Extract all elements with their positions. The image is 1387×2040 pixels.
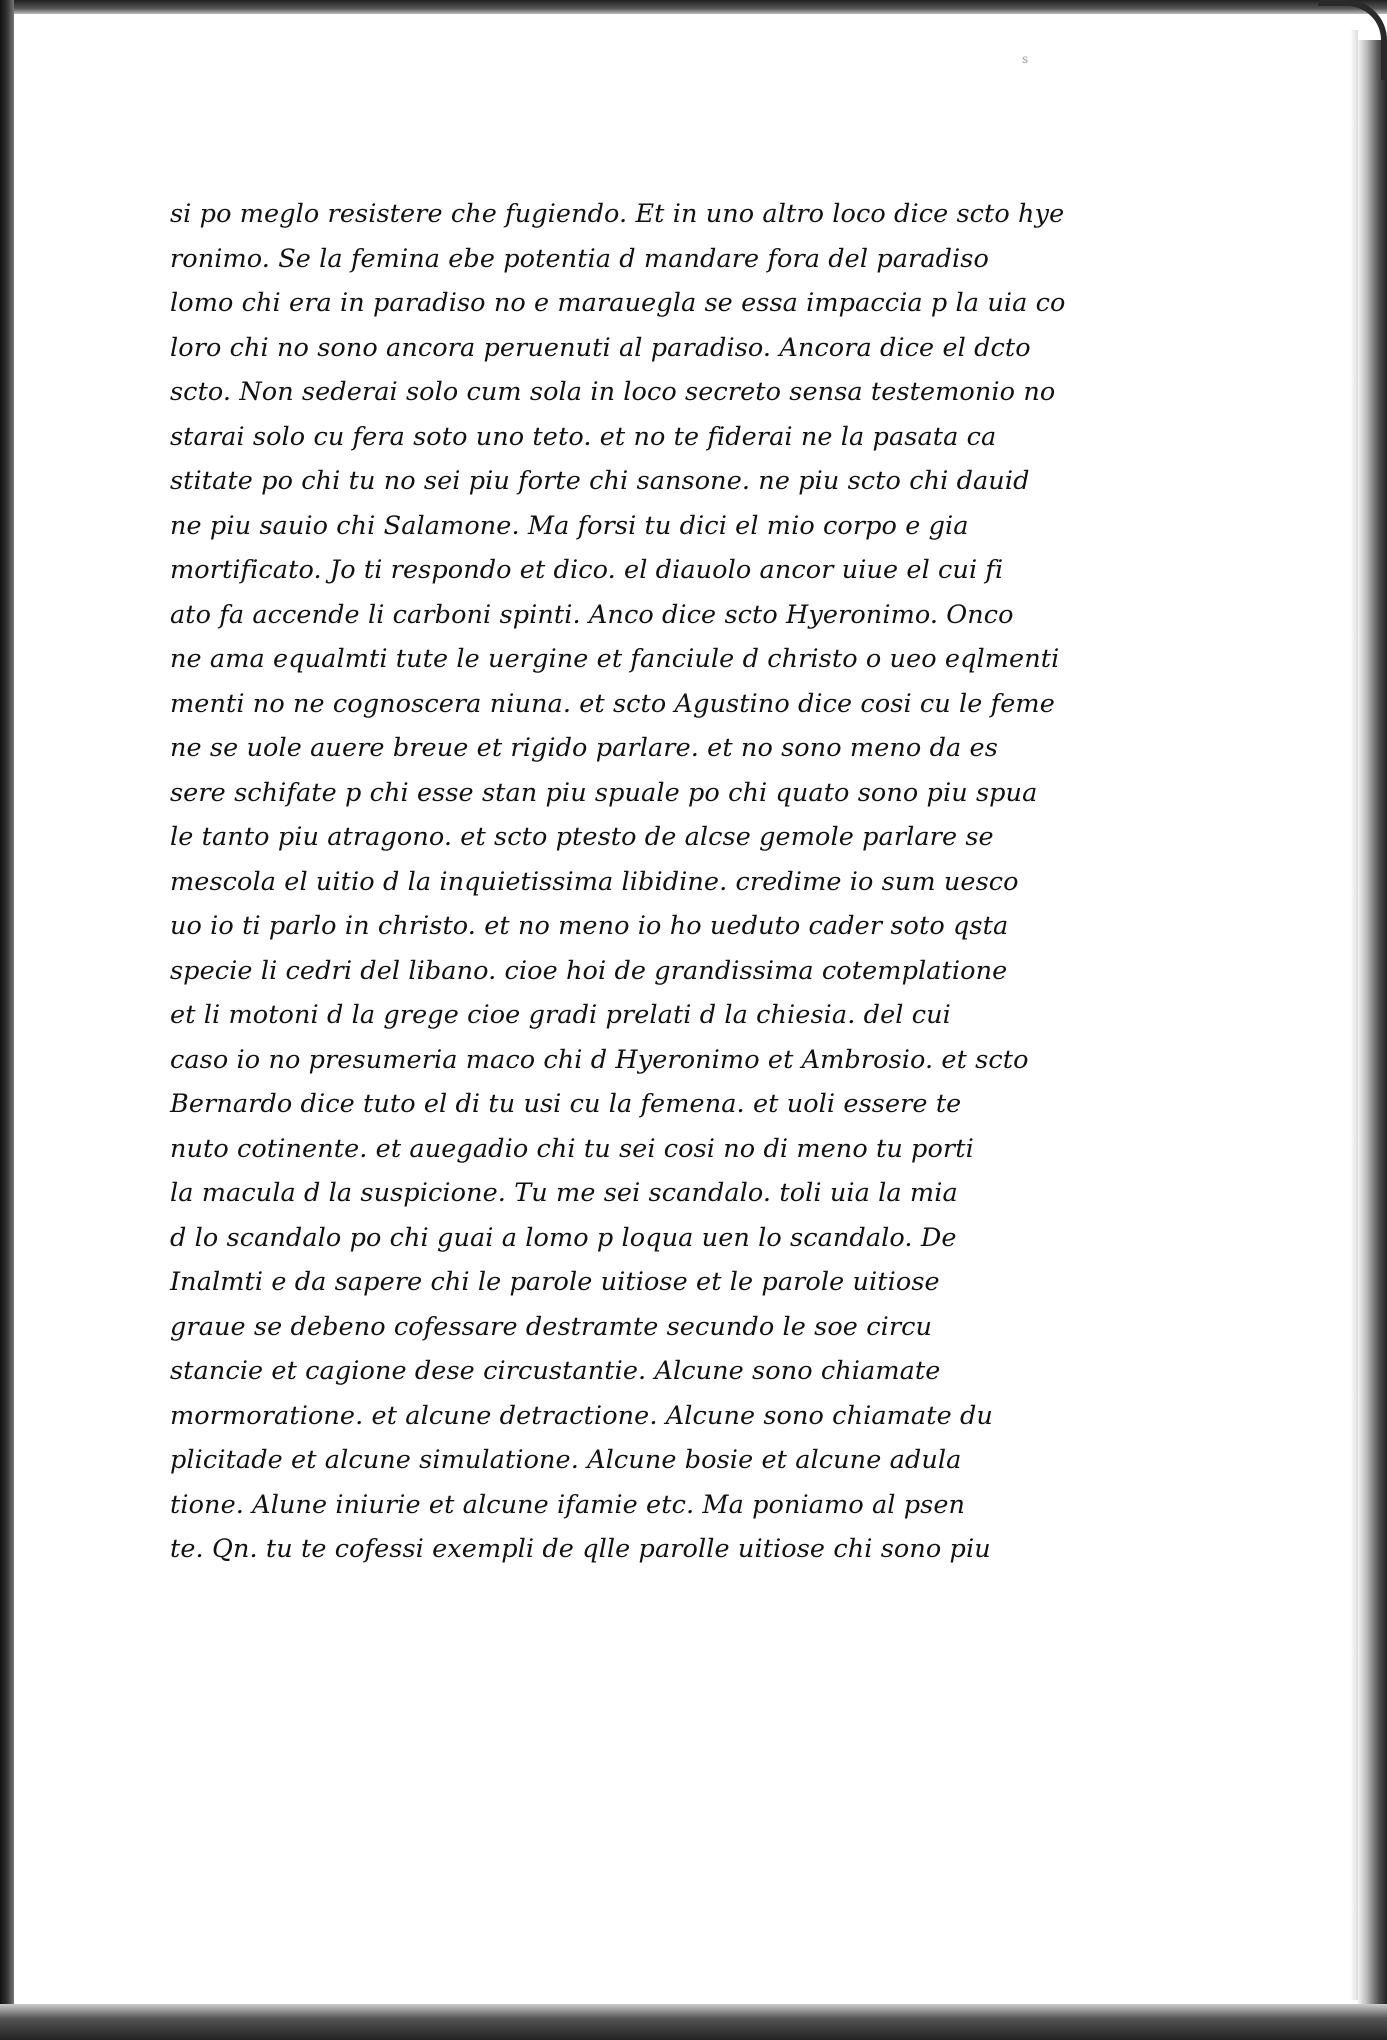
text-line: la macula d la suspicione. Tu me sei scandalo. toli uia la mia: [170, 1178, 958, 1208]
text-line: ronimo. Se la femina ebe potentia d mandare fora del paradiso: [170, 243, 989, 274]
page-fold: [1350, 30, 1358, 2000]
text-line: mescola el uitio d la inquietissima libidine. credime io sum uesco: [170, 866, 1019, 897]
text-line: mormoratione. et alcune detractione. Alcune sono chiamate du: [170, 1400, 993, 1431]
text-line: ato fa accende li carboni spinti. Anco dice scto Hyeronimo. Onco: [170, 599, 1014, 630]
manuscript-text: [170, 192, 1070, 1572]
text-line: tione. Alune iniurie et alcune ifamie etc. Ma poniamo al psen: [170, 1489, 966, 1520]
scan-border-bottom: [0, 2004, 1387, 2040]
text-line: menti no ne cognoscera niuna. et scto Agustino dice cosi cu le feme: [170, 688, 1055, 719]
text-line: le tanto piu atragono. et scto ptesto de alcse gemole parlare se: [170, 822, 994, 852]
text-line: Inalmti e da sapere chi le parole uitiose et le parole uitiose: [170, 1267, 940, 1297]
text-line: d lo scandalo po chi guai a lomo p loqua uen lo scandalo. De: [170, 1222, 957, 1253]
text-line: stitate po chi tu no sei piu forte chi sansone. ne piu scto chi dauid: [170, 466, 1030, 496]
text-line: ne piu sauio chi Salamone. Ma forsi tu dici el mio corpo e gia: [170, 510, 969, 541]
text-line: sere schifate p chi esse stan piu spuale po chi quato sono piu spua: [170, 777, 1038, 808]
text-line: et li motoni d la grege cioe gradi prelati d la chiesia. del cui: [170, 1000, 951, 1030]
text-line: graue se debeno cofessare destramte secundo le soe circu: [170, 1311, 933, 1342]
text-line: te. Qn. tu te cofessi exempli de qlle parolle uitiose chi sono piu: [170, 1534, 991, 1564]
scan-border-right: [1358, 40, 1387, 2004]
text-line: loro chi no sono ancora peruenuti al paradiso. Ancora dice el dcto: [170, 332, 1031, 363]
text-line: starai solo cu fera soto uno teto. et no te fiderai ne la pasata ca: [170, 421, 997, 452]
scan-border-left: [0, 0, 14, 2040]
text-line: mortificato. Jo ti respondo et dico. el diauolo ancor uiue el cui fi: [170, 555, 1004, 585]
text-line: nuto cotinente. et auegadio chi tu sei cosi no di meno tu porti: [170, 1133, 974, 1164]
text-line: ne ama equalmti tute le uergine et fanciule d christo o ueo eqlmenti: [170, 644, 1060, 674]
text-line: si po meglo resistere che fugiendo. Et in uno altro loco dice scto hye: [170, 199, 1065, 229]
text-line: lomo chi era in paradiso no e marauegla se essa impaccia p la uia co: [170, 288, 1066, 318]
text-line: scto. Non sederai solo cum sola in loco secreto sensa testemonio no: [170, 377, 1056, 407]
text-line: uo io ti parlo in christo. et no meno io ho ueduto cader soto qsta: [170, 911, 1009, 941]
text-line: Bernardo dice tuto el di tu usi cu la femena. et uoli essere te: [170, 1089, 962, 1119]
text-line: plicitade et alcune simulatione. Alcune bosie et alcune adula: [170, 1445, 962, 1475]
page-mark: s: [1022, 52, 1029, 66]
scan-border-top: [0, 0, 1387, 14]
text-line: stancie et cagione dese circustantie. Alcune sono chiamate: [170, 1356, 941, 1386]
text-line: caso io no presumeria maco chi d Hyeronimo et Ambrosio. et scto: [170, 1044, 1029, 1075]
text-line: ne se uole auere breue et rigido parlare. et no sono meno da es: [170, 733, 998, 763]
text-line: specie li cedri del libano. cioe hoi de grandissima cotemplatione: [170, 955, 1008, 986]
